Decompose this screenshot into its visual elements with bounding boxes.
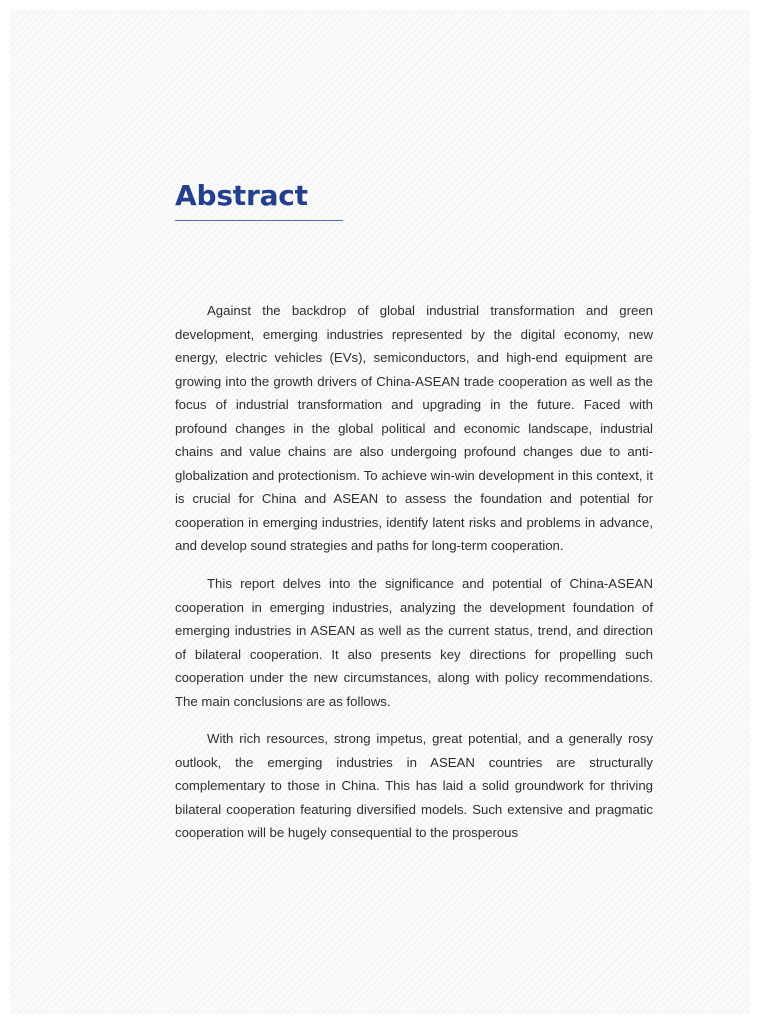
paragraph: With rich resources, strong impetus, great potential, and a generally rosy outlook, the emerging industries in ASEAN countries are structurally complementary to those in China. This has laid a solid groundwork for thriving bilateral cooperation featuring diversified models. Such extensive and pragmatic cooperation will be hugely consequential to the prosperous [175,731,653,841]
paragraph: This report delves into the significance and potential of China-ASEAN cooperation in emerging industries, analyzing the development foundation of emerging industries in ASEAN as well as the current status, trend, and direction of bilateral cooperation. It also presents key directions for propelling such cooperation under the new circumstances, along with policy recommendations. The main conclusions are as follows. [175,576,653,709]
title-underline [175,220,343,221]
abstract-body [175,299,653,859]
page-title: Abstract [175,179,308,212]
paragraph: Against the backdrop of global industrial transformation and green development, emerging industries represented by the digital economy, new energy, electric vehicles (EVs), semiconductors, and high-end equipment are growing into the growth drivers of China-ASEAN trade cooperation as well as the focus of industrial transformation and upgrading in the future. Faced with profound changes in the global political and economic landscape, industrial chains and value chains are also undergoing profound changes due to anti-globalization and protectionism. To achieve win-win development in this context, it is crucial for China and ASEAN to assess the foundation and potential for cooperation in emerging industries, identify latent risks and problems in advance, and develop sound strategies and paths for long-term cooperation. [175,303,653,554]
document-page [10,10,750,1014]
